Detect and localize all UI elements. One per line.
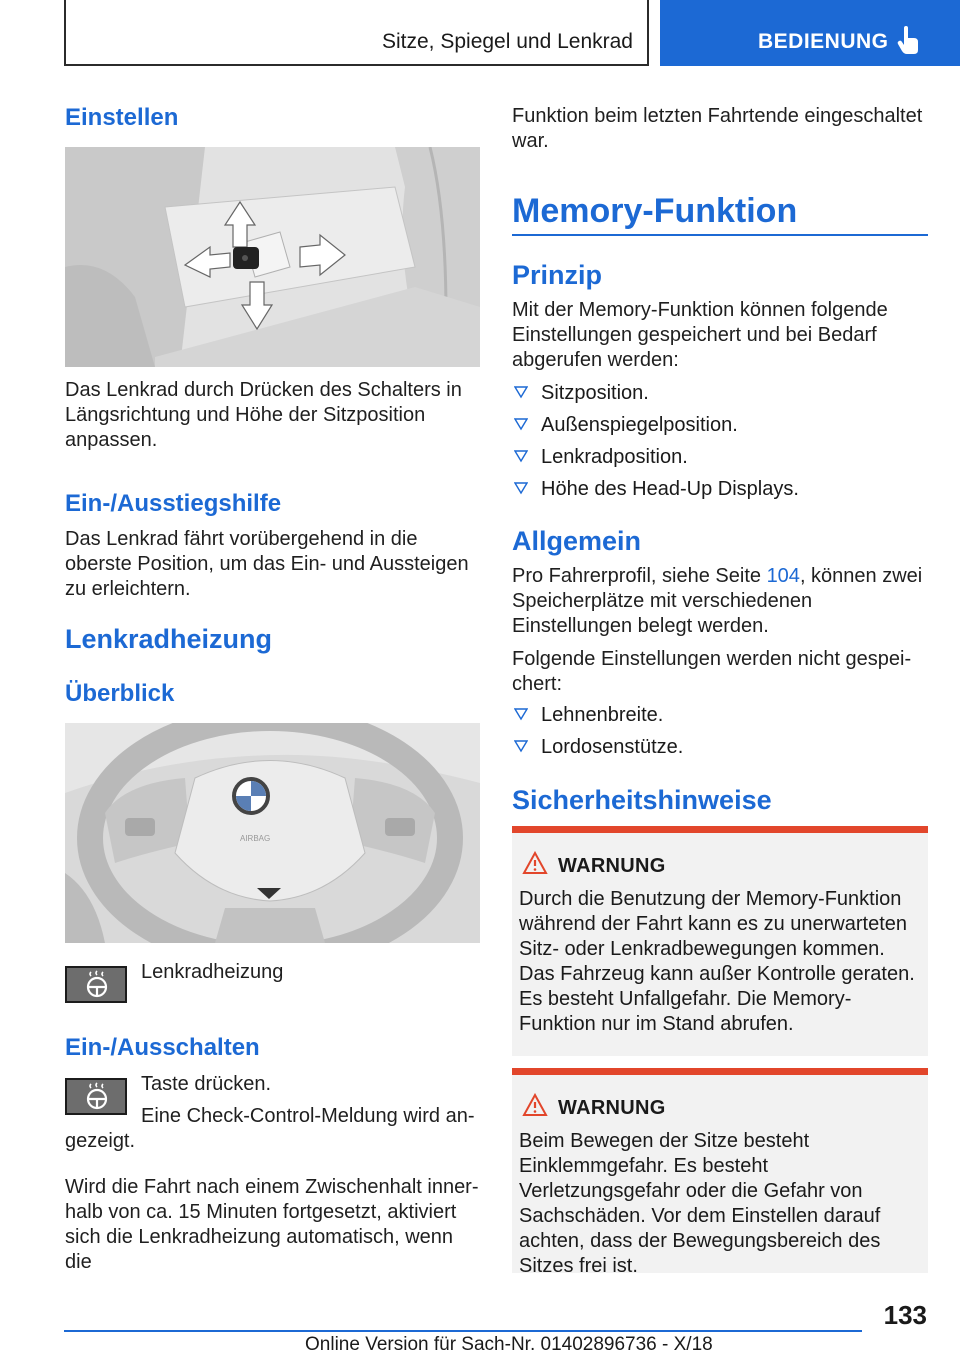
paragraph-einstellen: Das Lenkrad durch Drücken des Schalters in Längsrichtung und Höhe der Sitzposition anpassen. [65, 379, 462, 451]
footer-rule [64, 1330, 862, 1332]
heading-einausschalten: Ein-/Ausschalten [65, 1034, 260, 1061]
heading-einstellen: Einstellen [65, 104, 179, 131]
paragraph-einausstiegshilfe: Das Lenkrad fährt vorübergehend in die oberste Position, um das Ein- und Aussteigen zu erleichtern. [65, 528, 469, 600]
header-chapter-title: BEDIENUNG [758, 30, 889, 53]
warning-text: Durch die Benutzung der Memory-Funktion während der Fahrt kann es zu unerwarteten Sitz- oder Lenkradbewegungen kommen. Das Fahrzeug kann außer Kontrolle geraten. Es besteht Unfallgefahr. Die Memory-Funktion nur im Stand abrufen. [519, 888, 915, 1035]
list-memory-settings [512, 381, 928, 509]
heading-prinzip: Prinzip [512, 260, 603, 290]
warning-text: Beim Bewegen der Sitze besteht Einklemmgefahr. Es besteht Verletzungsgefahr oder die Gefahr von Sachschäden. Vor dem Einstellen darauf achten, dass der Bewegungsbereich des Sitzes frei ist. [519, 1130, 881, 1277]
list-item: Lordosenstütze. [512, 735, 928, 760]
header-section-title: Sitze, Spiegel und Lenkrad [381, 30, 633, 53]
warning-triangle-icon [522, 1093, 548, 1117]
heading-lenkradheizung: Lenkradheizung [65, 624, 273, 654]
footer-text: Online Version für Sach-Nr. 01402896736 - X/18 [305, 1334, 713, 1355]
list-item: Lehnenbreite. [512, 703, 928, 728]
steering-switch-illustration [65, 147, 480, 367]
figure-steering-column-switch [65, 147, 480, 367]
warning-triangle-icon [522, 851, 548, 875]
triangle-bullet-icon [514, 481, 528, 495]
heading-einausstiegshilfe: Ein-/Ausstiegshilfe [65, 490, 282, 517]
triangle-bullet-icon [514, 707, 528, 721]
paragraph-continued: Funktion beim letzten Fahrtende eingeschaltet war. [512, 105, 923, 152]
heading-allgemein: Allgemein [512, 526, 642, 556]
heading-underline [512, 234, 928, 236]
paragraph-taste: Taste drücken. [141, 1073, 272, 1095]
paragraph-folgende: Folgende Einstellungen werden nicht gespeichert: [512, 648, 912, 695]
paragraph-allgemein: Pro Fahrerprofil, siehe Seite 104, können zwei Speicherplätze mit verschiedenen Einstellungen belegt werden. [512, 565, 923, 637]
heading-memory-funktion: Memory-Funktion [512, 192, 798, 230]
warning-heading: WARNUNG [558, 855, 666, 877]
icon-label-lenkradheizung: Lenkradheizung [141, 961, 284, 983]
pointing-hand-icon [896, 26, 920, 56]
triangle-bullet-icon [514, 385, 528, 399]
airbag-text: AIRBAG [240, 834, 271, 843]
warning-box-pinching [512, 1068, 928, 1277]
triangle-bullet-icon [514, 739, 528, 753]
list-item: Außenspiegelposition. [512, 413, 928, 438]
heading-ueberblick: Überblick [65, 680, 175, 707]
header-section-box [64, 0, 649, 66]
paragraph-prinzip: Mit der Memory-Funktion können folgende Einstellungen gespeichert und bei Bedarf abgerufen werden: [512, 299, 888, 371]
paragraph-meldung: Eine Check-Control-Meldung wird angezeigt. [65, 1105, 475, 1152]
warning-heading: WARNUNG [558, 1097, 666, 1119]
steering-wheel-illustration [65, 723, 480, 943]
paragraph-fahrt: Wird die Fahrt nach einem Zwischenhalt innerhalb von ca. 15 Minuten fortgesetzt, aktiviert sich die Lenkradheizung automatisch, wenn die [65, 1176, 479, 1273]
list-not-stored [512, 703, 928, 767]
steering-heating-icon [82, 970, 112, 1000]
heading-sicherheitshinweise: Sicherheitshinweise [512, 785, 772, 815]
list-item: Lenkradposition. [512, 445, 928, 470]
triangle-bullet-icon [514, 449, 528, 463]
figure-steering-wheel [65, 723, 480, 943]
page-number: 133 [883, 1300, 927, 1330]
page-reference-link[interactable]: 104 [766, 565, 800, 587]
triangle-bullet-icon [514, 417, 528, 431]
header-chapter-box [660, 0, 960, 66]
steering-heating-button-icon [65, 966, 127, 1003]
warning-box-memory [512, 826, 928, 1056]
list-item: Sitzposition. [512, 381, 928, 406]
list-item: Höhe des Head-Up Displays. [512, 477, 928, 502]
